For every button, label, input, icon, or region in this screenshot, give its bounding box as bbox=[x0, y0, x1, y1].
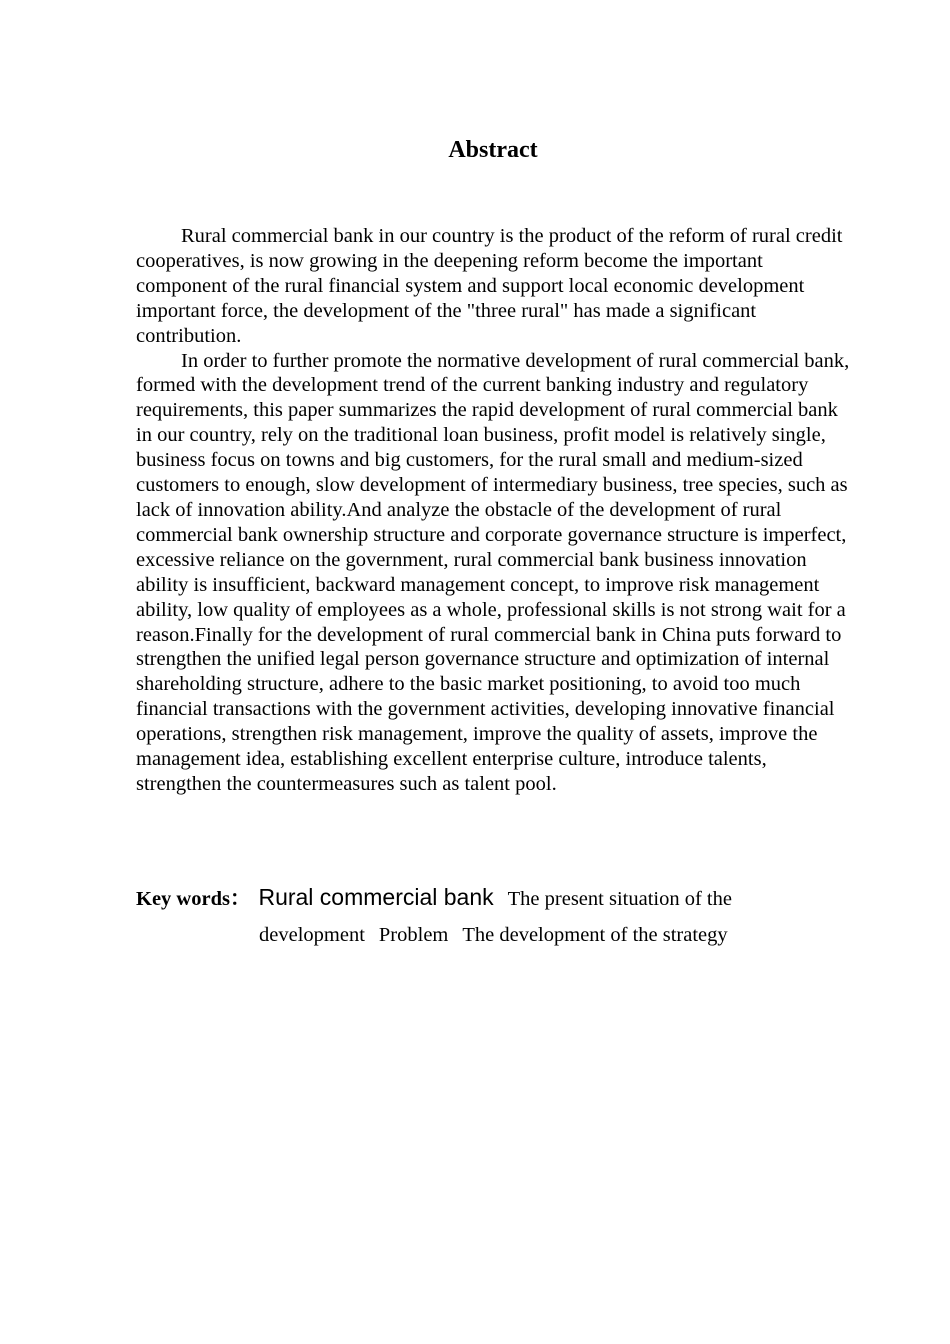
keywords-label: Key words： bbox=[136, 888, 251, 910]
abstract-title: Abstract bbox=[448, 137, 538, 163]
keyword-item: The development of the strategy bbox=[462, 924, 728, 946]
abstract-paragraph-2: In order to further promote the normative development of rural commercial bank, formed with the development trend of the current banking industry and regulatory requirements, this paper summarizes the rapid development of rural commercial bank in our country, rely on the traditional loan business, profit model is relatively single, business focus on towns and big customers, for the rural small and medium-sized customers to enough, slow development of intermediary business, tree species, such as lack of innovation ability.And analyze the obstacle of the development of rural commercial bank ownership structure and corporate governance structure is imperfect, excessive reliance on the government, rural commercial bank business innovation ability is insufficient, backward management concept, to improve risk management ability, low quality of employees as a whole, professional skills is not strong wait for a reason.Finally for the development of rural commercial bank in China puts forward to strengthen the unified legal person governance structure and optimization of internal shareholding structure, adhere to the basic market positioning, to avoid too much financial transactions with the government activities, developing innovative financial operations, strengthen risk management, improve the quality of assets, improve the management idea, establishing excellent enterprise culture, introduce talents, strengthen the countermeasures such as talent pool. bbox=[136, 349, 850, 795]
keyword-item: Problem bbox=[378, 924, 449, 946]
keywords-line-1 bbox=[136, 880, 732, 916]
abstract-body bbox=[136, 224, 852, 797]
keyword-item: The present situation of the bbox=[507, 888, 732, 910]
keywords-line-2 bbox=[259, 918, 728, 952]
keyword-item: development bbox=[259, 924, 365, 946]
keyword-item: Rural commercial bank bbox=[258, 884, 494, 910]
abstract-paragraph-1: Rural commercial bank in our country is the product of the reform of rural credit cooperatives, is now growing in the deepening reform become the important component of the rural financial system and support local economic development important force, the development of the "three rural" has made a significant contribution. bbox=[136, 225, 843, 347]
